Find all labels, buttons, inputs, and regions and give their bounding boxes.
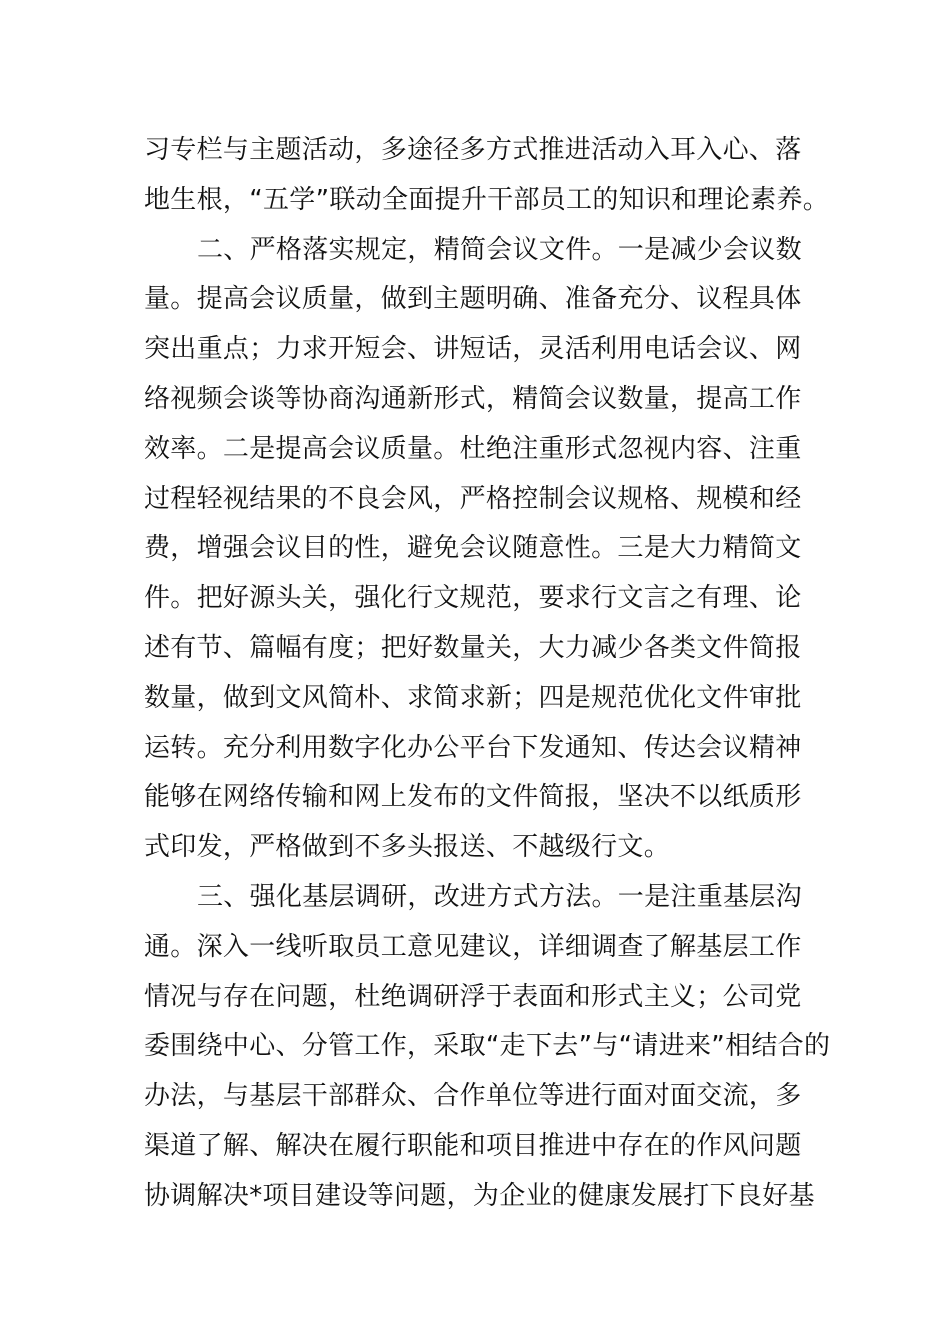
- text-line: 数量，做到文风简朴、求简求新；四是规范优化文件审批: [144, 682, 802, 713]
- text-line: 量。提高会议质量，做到主题明确、准备充分、议程具体: [144, 284, 802, 315]
- text-line: 情况与存在问题，杜绝调研浮于表面和形式主义；公司党: [144, 981, 802, 1012]
- text-line: 式印发，严格做到不多头报送、不越级行文。: [144, 832, 671, 863]
- text-line: 效率。二是提高会议质量。杜绝注重形式忽视内容、注重: [144, 433, 802, 464]
- text-line: 件。把好源头关，强化行文规范，要求行文言之有理、论: [144, 583, 802, 614]
- text-line: 述有节、篇幅有度；把好数量关，大力减少各类文件简报: [144, 632, 802, 663]
- text-line: 协调解决*项目建设等问题，为企业的健康发展打下良好基: [144, 1180, 815, 1211]
- section-heading-line: 二、严格落实规定，精简会议文件。一是减少会议数: [197, 234, 802, 265]
- section-heading-line: 三、强化基层调研，改进方式方法。一是注重基层沟: [197, 881, 802, 912]
- text-line: 过程轻视结果的不良会风，严格控制会议规格、规模和经: [144, 483, 802, 514]
- text-line: 突出重点；力求开短会、讲短话，灵活利用电话会议、网: [144, 334, 802, 365]
- text-line: 络视频会谈等协商沟通新形式，精简会议数量，提高工作: [144, 383, 802, 414]
- text-line: 习专栏与主题活动，多途径多方式推进活动入耳入心、落: [144, 135, 802, 165]
- text-line: 办法，与基层干部群众、合作单位等进行面对面交流，多: [144, 1081, 802, 1112]
- text-line: 能够在网络传输和网上发布的文件简报，坚决不以纸质形: [144, 782, 802, 813]
- body-text: [144, 126, 831, 1222]
- text-line: 渠道了解、解决在履行职能和项目推进中存在的作风问题: [144, 1130, 802, 1161]
- text-line: 通。深入一线听取员工意见建议，详细调查了解基层工作: [144, 931, 802, 962]
- text-line: 委围绕中心、分管工作，采取“走下去”与“请进来”相结合的: [144, 1031, 831, 1062]
- text-line: 费，增强会议目的性，避免会议随意性。三是大力精简文: [144, 533, 802, 564]
- text-line: 运转。充分利用数字化办公平台下发通知、传达会议精神: [144, 732, 802, 763]
- text-line: 地生根，“五学”联动全面提升干部员工的知识和理论素养。: [144, 184, 830, 215]
